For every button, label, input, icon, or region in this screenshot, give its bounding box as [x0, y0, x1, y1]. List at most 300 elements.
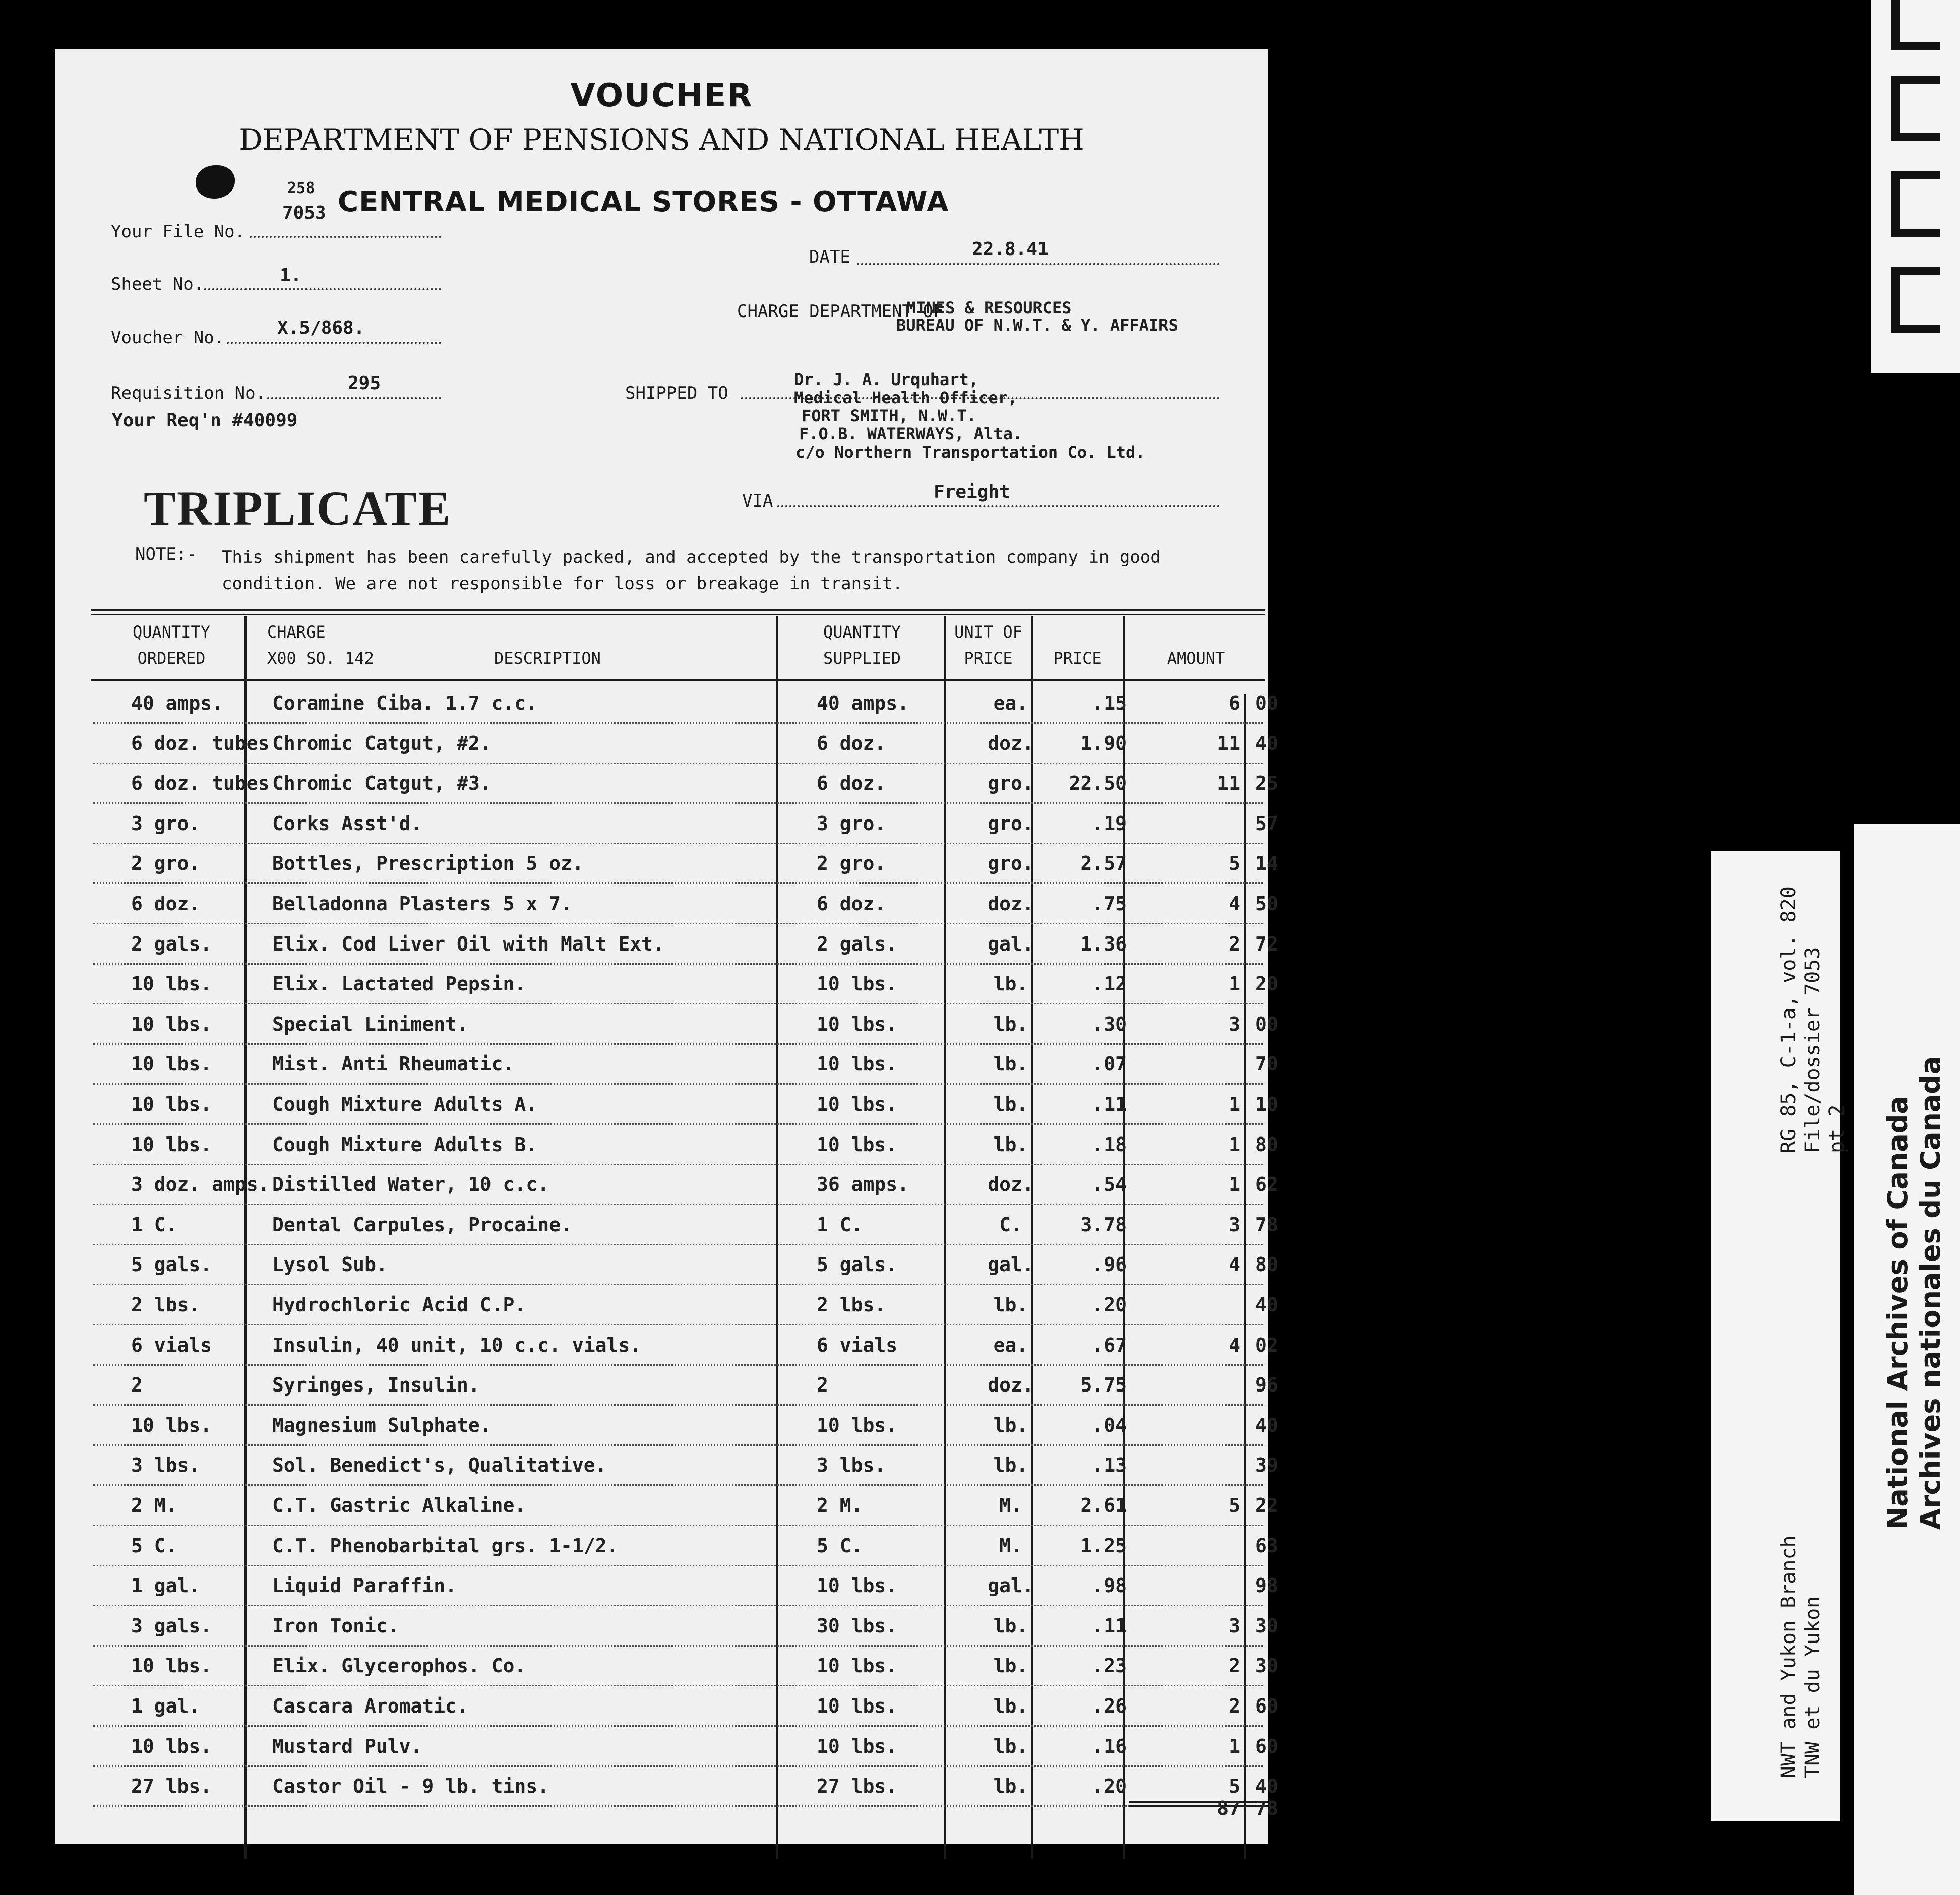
quantity-ordered: 3 lbs.: [131, 1454, 201, 1477]
total-dollars: 87: [1217, 1797, 1240, 1819]
unit-price: .67: [1092, 1334, 1127, 1356]
unit-price: .54: [1092, 1173, 1127, 1196]
amount-dollars: 2: [1229, 1655, 1240, 1677]
amount-cents: 62: [1255, 1173, 1278, 1196]
amount-cents: 57: [1255, 812, 1278, 835]
shipped-to-line-3: FORT SMITH, N.W.T.: [802, 406, 976, 425]
quantity-ordered: 1 gal.: [131, 1574, 201, 1597]
unit-price: .04: [1092, 1414, 1127, 1436]
amount-cents: 70: [1255, 1053, 1278, 1076]
unit-of-price: doz.: [988, 1173, 1034, 1196]
quantity-supplied: 10 lbs.: [817, 1695, 898, 1717]
item-description: Bottles, Prescription 5 oz.: [272, 852, 584, 875]
quantity-supplied: 6 doz.: [817, 732, 886, 754]
amount-cents: 72: [1255, 932, 1278, 955]
quantity-ordered: 2 gro.: [131, 852, 201, 875]
via-dotline: [777, 505, 1220, 507]
quantity-ordered: 6 vials: [131, 1334, 212, 1356]
unit-of-price: ea.: [993, 692, 1028, 714]
amount-dollars: 5: [1229, 1494, 1240, 1517]
quantity-supplied: 27 lbs.: [817, 1775, 898, 1798]
item-description: Elix. Lactated Pepsin.: [272, 973, 526, 995]
unit-of-price: lb.: [993, 1775, 1028, 1798]
table-row: [55, 932, 1278, 973]
item-description: Hydrochloric Acid C.P.: [272, 1294, 526, 1316]
amount-dollars: 1: [1229, 973, 1240, 995]
file-no-dotline: [250, 236, 441, 238]
amount-dollars: 3: [1229, 1013, 1240, 1035]
item-description: Iron Tonic.: [272, 1614, 399, 1637]
note-text: This shipment has been carefully packed, and accepted by the transportation company in good condition. We are not responsible for loss or breakage in transit.: [222, 547, 1161, 594]
quantity-supplied: 3 gro.: [817, 812, 886, 835]
unit-price: 1.36: [1080, 932, 1127, 955]
item-description: Cough Mixture Adults B.: [272, 1133, 538, 1156]
unit-price: .23: [1092, 1655, 1127, 1677]
archive-ref-line-4: NWT and Yukon Branch: [1777, 1535, 1800, 1778]
film-mark: [1891, 171, 1940, 237]
unit-of-price: lb.: [993, 1013, 1028, 1035]
table-row: [55, 893, 1278, 933]
quantity-ordered: 1 C.: [131, 1213, 177, 1236]
quantity-supplied: 10 lbs.: [817, 1414, 898, 1436]
row-dotline: [93, 882, 1263, 884]
quantity-ordered: 1 gal.: [131, 1695, 201, 1717]
film-mark: [1891, 267, 1940, 333]
unit-of-price: M.: [999, 1494, 1022, 1517]
amount-cents: 40: [1255, 732, 1278, 754]
amount-dollars: 1: [1229, 1133, 1240, 1156]
header-unit-2: PRICE: [964, 649, 1013, 668]
header-qty-supplied-1: QUANTITY: [823, 622, 901, 642]
quantity-supplied: 2 M.: [817, 1494, 863, 1517]
document-title: VOUCHER: [570, 77, 753, 114]
table-row: [55, 1695, 1278, 1735]
amount-dollars: 1: [1229, 1735, 1240, 1757]
quantity-ordered: 10 lbs.: [131, 973, 212, 995]
quantity-ordered: 3 gals.: [131, 1614, 212, 1637]
header-qty-ordered-1: QUANTITY: [132, 622, 211, 642]
amount-cents: 20: [1255, 973, 1278, 995]
amount-cents: 00: [1255, 692, 1278, 714]
film-edge-marks: [1871, 0, 1960, 373]
shipped-to-line-4: F.O.B. WATERWAYS, Alta.: [799, 424, 1023, 444]
amount-cents: 63: [1255, 1534, 1278, 1557]
unit-of-price: gal.: [988, 932, 1034, 955]
unit-price: .96: [1092, 1253, 1127, 1276]
unit-price: .16: [1092, 1735, 1127, 1757]
unit-of-price: M.: [999, 1534, 1022, 1557]
table-row: [55, 1454, 1278, 1494]
unit-of-price: doz.: [988, 1374, 1034, 1397]
quantity-supplied: 1 C.: [817, 1213, 863, 1236]
table-row: [55, 1173, 1278, 1214]
quantity-ordered: 2 M.: [131, 1494, 177, 1517]
quantity-ordered: 10 lbs.: [131, 1133, 212, 1156]
item-description: Cascara Aromatic.: [272, 1695, 468, 1717]
unit-price: .19: [1092, 812, 1127, 835]
item-description: Insulin, 40 unit, 10 c.c. vials.: [272, 1334, 642, 1356]
amount-cents: 98: [1255, 1574, 1278, 1597]
quantity-ordered: 27 lbs.: [131, 1775, 212, 1798]
header-charge-2: X00 SO. 142: [267, 649, 374, 668]
amount-dollars: 1: [1229, 1093, 1240, 1115]
amount-dollars: 6: [1229, 692, 1240, 714]
row-dotline: [93, 802, 1263, 804]
item-description: Distilled Water, 10 c.c.: [272, 1173, 549, 1196]
amount-cents: 22: [1255, 1494, 1278, 1517]
table-row: [55, 692, 1278, 732]
table-row: [55, 1374, 1278, 1414]
unit-of-price: lb.: [993, 1294, 1028, 1316]
quantity-supplied: 2 gro.: [817, 852, 886, 875]
row-dotline: [93, 1605, 1263, 1606]
unit-of-price: lb.: [993, 1093, 1028, 1115]
quantity-ordered: 6 doz. tubes: [131, 772, 270, 795]
row-dotline: [93, 1123, 1263, 1125]
your-requisition: Your Req'n #40099: [112, 410, 298, 431]
row-dotline: [93, 763, 1263, 764]
amount-cents: 30: [1255, 1614, 1278, 1637]
item-description: Sol. Benedict's, Qualitative.: [272, 1454, 607, 1477]
file-no-value: 7053: [282, 203, 326, 223]
shipped-to-label: SHIPPED TO: [625, 383, 728, 403]
header-amount: AMOUNT: [1167, 649, 1226, 668]
unit-price: .30: [1092, 1013, 1127, 1035]
row-dotline: [93, 1324, 1263, 1325]
film-mark: [1891, 0, 1940, 50]
unit-price: 2.61: [1080, 1494, 1127, 1517]
sheet-no-value: 1.: [280, 265, 302, 286]
amount-cents: 25: [1255, 772, 1278, 795]
archive-ref-line-2: File/dossier 7053: [1801, 946, 1824, 1153]
quantity-supplied: 6 vials: [817, 1334, 898, 1356]
quantity-supplied: 10 lbs.: [817, 1053, 898, 1076]
item-description: Magnesium Sulphate.: [272, 1414, 492, 1436]
unit-price: .13: [1092, 1454, 1127, 1477]
quantity-ordered: 10 lbs.: [131, 1735, 212, 1757]
unit-price: .20: [1092, 1775, 1127, 1798]
department-heading: DEPARTMENT OF PENSIONS AND NATIONAL HEALTH: [239, 122, 1084, 157]
amount-dollars: 5: [1229, 1775, 1240, 1798]
item-description: Special Liniment.: [272, 1013, 468, 1035]
item-description: C.T. Phenobarbital grs. 1-1/2.: [272, 1534, 619, 1557]
item-description: Dental Carpules, Procaine.: [272, 1213, 572, 1236]
amount-cents: 40: [1255, 1294, 1278, 1316]
unit-of-price: doz.: [988, 732, 1034, 754]
charge-department-label: CHARGE DEPARTMENT OF: [737, 301, 944, 322]
quantity-ordered: 10 lbs.: [131, 1013, 212, 1035]
quantity-supplied: 10 lbs.: [817, 1093, 898, 1115]
unit-price: .98: [1092, 1574, 1127, 1597]
row-dotline: [93, 963, 1263, 965]
row-dotline: [93, 1725, 1263, 1727]
unit-of-price: lb.: [993, 1614, 1028, 1637]
unit-price: .07: [1092, 1053, 1127, 1076]
voucher-no-label: Voucher No.: [111, 328, 225, 348]
item-description: Castor Oil - 9 lb. tins.: [272, 1775, 549, 1798]
unit-of-price: gro.: [988, 772, 1034, 795]
header-qty-supplied-2: SUPPLIED: [823, 649, 901, 668]
quantity-ordered: 2 lbs.: [131, 1294, 201, 1316]
table-row: [55, 1053, 1278, 1093]
amount-dollars: 11: [1217, 772, 1240, 795]
unit-of-price: C.: [999, 1213, 1022, 1236]
header-description: DESCRIPTION: [494, 649, 601, 668]
requisition-no-dotline: [267, 397, 441, 399]
date-value: 22.8.41: [972, 239, 1049, 260]
film-mark: [1891, 76, 1940, 141]
header-charge-1: CHARGE: [267, 622, 326, 642]
quantity-ordered: 10 lbs.: [131, 1655, 212, 1677]
header-unit-1: UNIT OF: [954, 622, 1022, 642]
row-dotline: [93, 1404, 1263, 1406]
unit-price: 3.78: [1080, 1213, 1127, 1236]
table-row: [55, 812, 1278, 853]
quantity-ordered: 3 doz. amps.: [131, 1173, 270, 1196]
row-dotline: [93, 1043, 1263, 1045]
quantity-supplied: 10 lbs.: [817, 1013, 898, 1035]
table-row: [55, 1414, 1278, 1455]
unit-price: 22.50: [1069, 772, 1127, 795]
table-row: [55, 1494, 1278, 1535]
header-bottom-rule: [91, 679, 1265, 681]
item-description: C.T. Gastric Alkaline.: [272, 1494, 526, 1517]
unit-price: 2.57: [1080, 852, 1127, 875]
unit-of-price: lb.: [993, 1454, 1028, 1477]
amount-cents: 02: [1255, 1334, 1278, 1356]
sheet-no-label: Sheet No.: [111, 274, 204, 294]
unit-price: .18: [1092, 1133, 1127, 1156]
quantity-supplied: 10 lbs.: [817, 1655, 898, 1677]
quantity-supplied: 10 lbs.: [817, 973, 898, 995]
triplicate-stamp: TRIPLICATE: [144, 481, 452, 535]
requisition-no-value: 295: [348, 373, 381, 394]
amount-cents: 10: [1255, 1093, 1278, 1115]
charge-line-1: MINES & RESOURCES: [906, 298, 1072, 318]
amount-dollars: 4: [1229, 1334, 1240, 1356]
stores-heading: CENTRAL MEDICAL STORES - OTTAWA: [338, 185, 949, 218]
amount-cents: 60: [1255, 1695, 1278, 1717]
quantity-ordered: 10 lbs.: [131, 1414, 212, 1436]
archive-ref-line-5: TNW et du Yukon: [1801, 1596, 1824, 1778]
item-description: Chromic Catgut, #3.: [272, 772, 492, 795]
unit-of-price: lb.: [993, 1735, 1028, 1757]
unit-price: .26: [1092, 1695, 1127, 1717]
row-dotline: [93, 1525, 1263, 1526]
quantity-supplied: 40 amps.: [817, 692, 909, 714]
file-no-label: Your File No.: [111, 222, 246, 242]
unit-of-price: lb.: [993, 1655, 1028, 1677]
archive-reference-label: [1711, 851, 1849, 1821]
archive-stamp-label: [1854, 824, 1960, 1895]
quantity-supplied: 10 lbs.: [817, 1133, 898, 1156]
quantity-ordered: 40 amps.: [131, 692, 224, 714]
item-description: Chromic Catgut, #2.: [272, 732, 492, 754]
archive-ref-line-3: pt 2: [1825, 1104, 1849, 1153]
voucher-document: [55, 49, 1278, 1844]
header-price: PRICE: [1053, 649, 1102, 668]
item-description: Mist. Anti Rheumatic.: [272, 1053, 515, 1076]
amount-dollars: 4: [1229, 893, 1240, 915]
amount-cents: 60: [1255, 1735, 1278, 1757]
quantity-ordered: 6 doz.: [131, 893, 201, 915]
item-description: Lysol Sub.: [272, 1253, 388, 1276]
quantity-ordered: 2 gals.: [131, 932, 212, 955]
unit-price: 1.90: [1080, 732, 1127, 754]
row-dotline: [93, 1244, 1263, 1245]
date-label: DATE: [809, 247, 850, 267]
quantity-ordered: 10 lbs.: [131, 1093, 212, 1115]
date-dotline: [857, 263, 1220, 265]
amount-cents: 39: [1255, 1454, 1278, 1477]
unit-price: .11: [1092, 1614, 1127, 1637]
amount-cents: 40: [1255, 1414, 1278, 1436]
row-dotline: [93, 1565, 1263, 1566]
amount-cents: 14: [1255, 852, 1278, 875]
unit-of-price: gro.: [988, 852, 1034, 875]
unit-of-price: lb.: [993, 1133, 1028, 1156]
unit-of-price: lb.: [993, 1414, 1028, 1436]
unit-of-price: ea.: [993, 1334, 1028, 1356]
amount-dollars: 2: [1229, 932, 1240, 955]
item-description: Liquid Paraffin.: [272, 1574, 457, 1597]
table-row: [55, 1534, 1278, 1575]
quantity-ordered: 5 gals.: [131, 1253, 212, 1276]
row-dotline: [93, 1083, 1263, 1085]
unit-price: .75: [1092, 893, 1127, 915]
row-dotline: [93, 1484, 1263, 1486]
row-dotline: [93, 1645, 1263, 1647]
table-row: [55, 1655, 1278, 1695]
item-description: Corks Asst'd.: [272, 812, 422, 835]
quantity-supplied: 2 gals.: [817, 932, 898, 955]
amount-cents: 40: [1255, 1775, 1278, 1798]
table-row: [55, 973, 1278, 1013]
unit-price: 1.25: [1080, 1534, 1127, 1557]
quantity-supplied: 10 lbs.: [817, 1574, 898, 1597]
quantity-supplied: 10 lbs.: [817, 1735, 898, 1757]
quantity-supplied: 3 lbs.: [817, 1454, 886, 1477]
quantity-supplied: 2: [817, 1374, 828, 1397]
shipped-to-line-1: Dr. J. A. Urquhart,: [794, 370, 979, 389]
table-top-rule-2: [91, 614, 1265, 615]
unit-price: 5.75: [1080, 1374, 1127, 1397]
amount-dollars: 5: [1229, 852, 1240, 875]
item-description: Elix. Glycerophos. Co.: [272, 1655, 526, 1677]
unit-of-price: lb.: [993, 1053, 1028, 1076]
item-description: Syringes, Insulin.: [272, 1374, 480, 1397]
table-row: [55, 1574, 1278, 1615]
quantity-ordered: 6 doz. tubes: [131, 732, 270, 754]
row-dotline: [93, 843, 1263, 844]
voucher-no-dotline: [227, 342, 441, 344]
unit-of-price: gal.: [988, 1253, 1034, 1276]
row-dotline: [93, 722, 1263, 724]
file-no-value-top: 258: [287, 179, 315, 197]
amount-cents: 78: [1255, 1213, 1278, 1236]
header-qty-ordered-2: ORDERED: [137, 649, 206, 668]
table-row: [55, 1614, 1278, 1655]
unit-of-price: doz.: [988, 893, 1034, 915]
table-row: [55, 1253, 1278, 1294]
row-dotline: [93, 1765, 1263, 1767]
amount-cents: 80: [1255, 1133, 1278, 1156]
amount-dollars: 4: [1229, 1253, 1240, 1276]
quantity-ordered: 10 lbs.: [131, 1053, 212, 1076]
amount-dollars: 3: [1229, 1614, 1240, 1637]
table-row: [55, 1294, 1278, 1334]
table-row: [55, 1013, 1278, 1053]
unit-price: .20: [1092, 1294, 1127, 1316]
amount-cents: 00: [1255, 1013, 1278, 1035]
table-row: [55, 1735, 1278, 1776]
quantity-supplied: 30 lbs.: [817, 1614, 898, 1637]
quantity-supplied: 2 lbs.: [817, 1294, 886, 1316]
amount-cents: 30: [1255, 1655, 1278, 1677]
archive-name-fr: Archives nationales du Canada: [1915, 1056, 1946, 1530]
quantity-supplied: 6 doz.: [817, 893, 886, 915]
item-description: Belladonna Plasters 5 x 7.: [272, 893, 572, 915]
table-top-rule: [91, 609, 1265, 611]
unit-of-price: lb.: [993, 1695, 1028, 1717]
amount-cents: 96: [1255, 1374, 1278, 1397]
requisition-no-label: Requisition No.: [111, 383, 266, 403]
amount-dollars: 3: [1229, 1213, 1240, 1236]
unit-price: .11: [1092, 1093, 1127, 1115]
row-dotline: [93, 1364, 1263, 1366]
via-value: Freight: [934, 482, 1010, 502]
unit-price: .15: [1092, 692, 1127, 714]
unit-of-price: gal.: [988, 1574, 1034, 1597]
amount-dollars: 1: [1229, 1173, 1240, 1196]
table-row: [55, 732, 1278, 773]
charge-line-2: BUREAU OF N.W.T. & Y. AFFAIRS: [896, 315, 1178, 335]
ink-blot: [196, 165, 235, 199]
item-description: Coramine Ciba. 1.7 c.c.: [272, 692, 538, 714]
quantity-ordered: 3 gro.: [131, 812, 201, 835]
quantity-supplied: 6 doz.: [817, 772, 886, 795]
unit-of-price: gro.: [988, 812, 1034, 835]
row-dotline: [93, 1805, 1263, 1807]
row-dotline: [93, 1284, 1263, 1285]
row-dotline: [93, 923, 1263, 924]
item-description: Cough Mixture Adults A.: [272, 1093, 538, 1115]
table-row: [55, 1133, 1278, 1174]
row-dotline: [93, 1685, 1263, 1686]
unit-of-price: lb.: [993, 973, 1028, 995]
archive-ref-line-1: RG 85, C-1-a, vol. 820: [1777, 886, 1800, 1153]
item-description: Elix. Cod Liver Oil with Malt Ext.: [272, 932, 664, 955]
total-cents: 78: [1255, 1797, 1278, 1819]
table-row: [55, 1093, 1278, 1133]
item-description: Mustard Pulv.: [272, 1735, 422, 1757]
table-row: [55, 772, 1278, 812]
amount-cents: 80: [1255, 1253, 1278, 1276]
quantity-ordered: 5 C.: [131, 1534, 177, 1557]
amount-dollars: 2: [1229, 1695, 1240, 1717]
voucher-no-value: X.5/868.: [277, 318, 365, 338]
row-dotline: [93, 1164, 1263, 1165]
amount-dollars: 11: [1217, 732, 1240, 754]
row-dotline: [93, 1444, 1263, 1446]
quantity-supplied: 36 amps.: [817, 1173, 909, 1196]
via-label: VIA: [742, 491, 773, 511]
amount-cents: 50: [1255, 893, 1278, 915]
table-row: [55, 1334, 1278, 1374]
table-row: [55, 852, 1278, 893]
table-row: [55, 1213, 1278, 1254]
quantity-supplied: 5 C.: [817, 1534, 863, 1557]
